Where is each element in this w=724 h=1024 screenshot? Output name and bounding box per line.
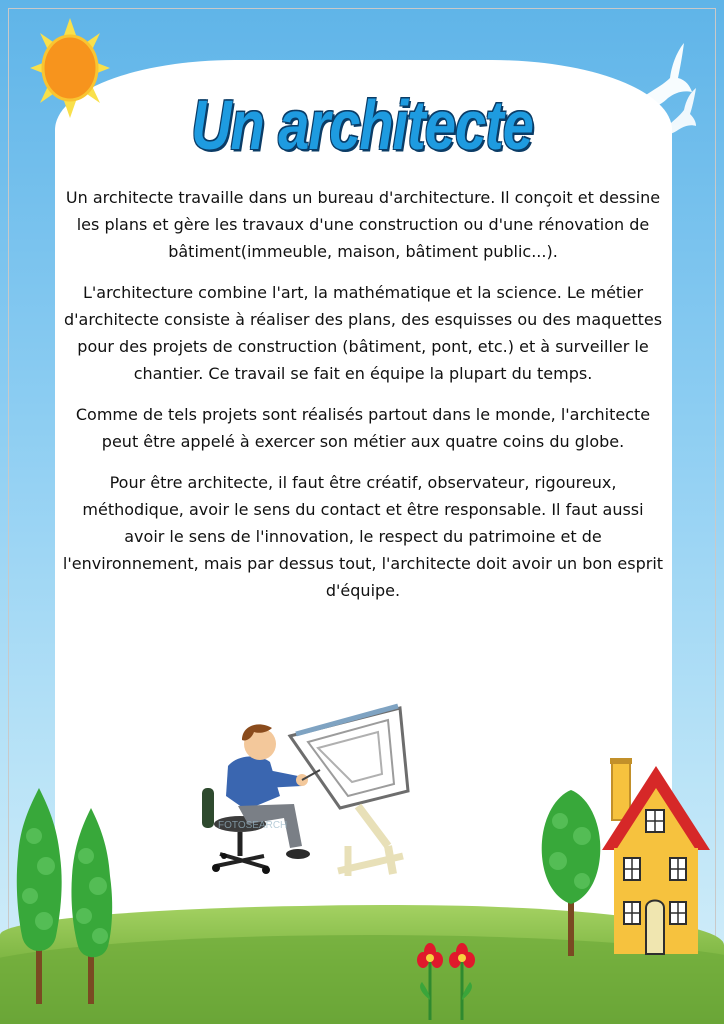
flower-icon — [412, 940, 482, 1020]
tree-icon — [12, 786, 122, 1006]
watermark: FOTOSEARCH — [218, 820, 288, 831]
paragraph-2: L'architecture combine l'art, la mathématique et la science. Le métier d'architecte consiste à réaliser des plans, des esquisses ou des maquettes pour des projets de construction (bâtiment, pont, etc.) et à surveiller le chantier. Ce travail se fait en équipe la plupart du temps. — [63, 283, 663, 383]
architect-at-drafting-table-icon — [198, 696, 413, 891]
paragraph-1: Un architecte travaille dans un bureau d'architecture. Il conçoit et dessine les plans et gère les travaux d'une construction ou d'une rénovation de bâtiment(immeuble, maison, bâtiment public...). — [65, 188, 661, 261]
house-icon — [598, 758, 714, 954]
tree-icon — [536, 786, 606, 956]
paragraph-4: Pour être architecte, il faut être créatif, observateur, rigoureux, méthodique, avoir le sens du contact et être responsable. Il faut aussi avoir le sens de l'innovation, le respect du patrimoine et de l'environnement, mais par dessus tout, l'architecte doit avoir un bon esprit d'équipe. — [62, 473, 664, 600]
article-body — [62, 184, 664, 618]
page-title: Un architecte — [191, 85, 533, 164]
paragraph-3: Comme de tels projets sont réalisés partout dans le monde, l'architecte peut être appelé à exercer son métier aux quatre coins du globe. — [75, 405, 651, 451]
